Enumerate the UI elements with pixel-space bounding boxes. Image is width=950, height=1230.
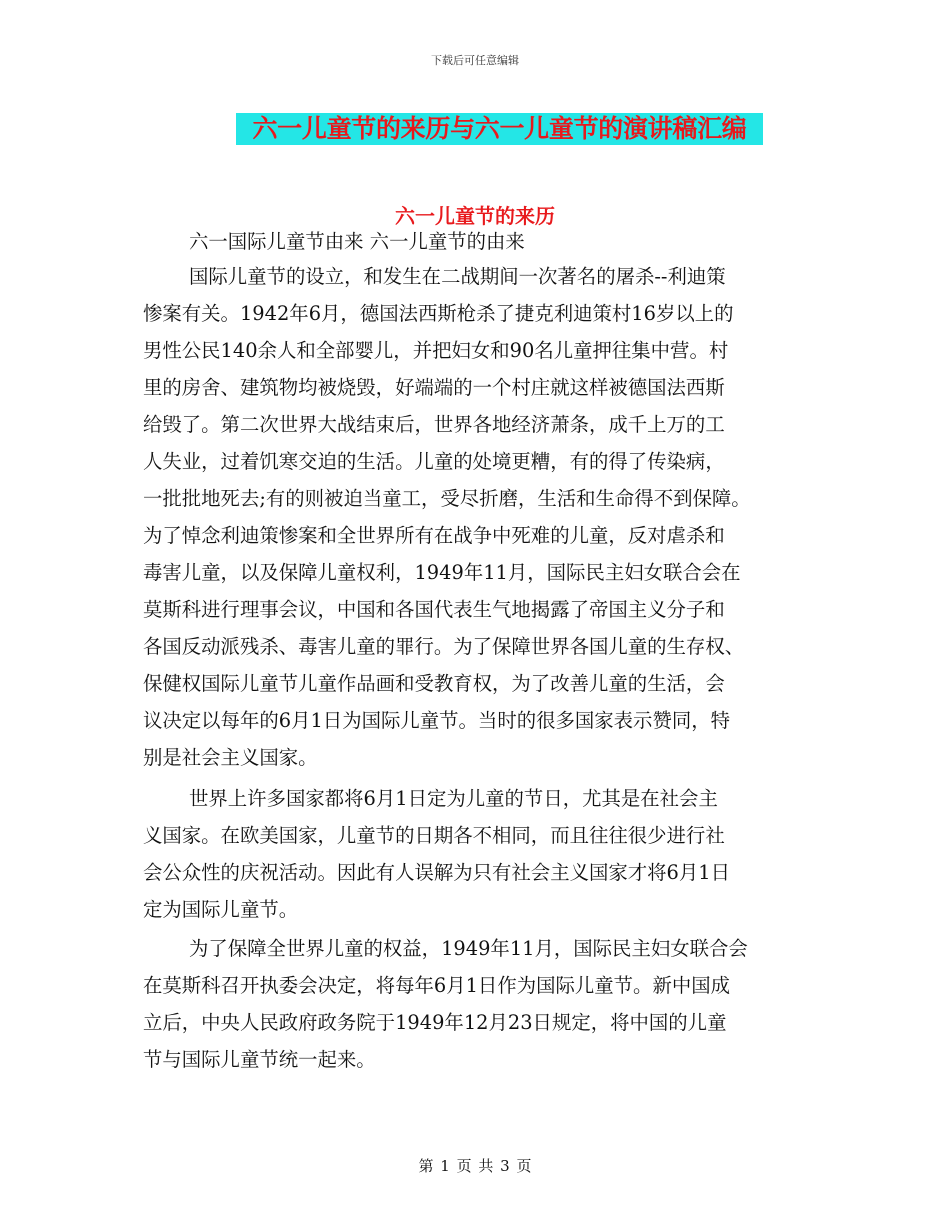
- text-line: 男性公民140余人和全部婴儿，并把妇女和90名儿童押往集中营。村: [143, 339, 729, 362]
- text-line: 节与国际儿童节统一起来。: [143, 1048, 376, 1071]
- section-title: 六一儿童节的来历: [395, 204, 555, 228]
- text-line: 六一国际儿童节由来 六一儿童节的由来: [189, 230, 525, 253]
- text-line: 为了保障全世界儿童的权益，1949年11月，国际民主妇女联合会: [189, 937, 748, 960]
- text-line: 人失业，过着饥寒交迫的生活。儿童的处境更糟，有的得了传染病，: [143, 450, 725, 473]
- text-line: 义国家。在欧美国家，儿童节的日期各不相同，而且往往很少进行社: [143, 824, 725, 847]
- text-line: 给毁了。第二次世界大战结束后，世界各地经济萧条，成千上万的工: [143, 413, 725, 436]
- text-line: 国际儿童节的设立，和发生在二战期间一次著名的屠杀--利迪策: [189, 265, 726, 288]
- text-line: 别是社会主义国家。: [143, 746, 318, 769]
- text-line: 毒害儿童，以及保障儿童权利，1949年11月，国际民主妇女联合会在: [143, 561, 741, 584]
- text-line: 各国反动派残杀、毒害儿童的罪行。为了保障世界各国儿童的生存权、: [143, 635, 745, 658]
- text-line: 立后，中央人民政府政务院于1949年12月23日规定，将中国的儿童: [143, 1011, 727, 1034]
- text-line: 里的房舍、建筑物均被烧毁，好端端的一个村庄就这样被德国法西斯: [143, 376, 725, 399]
- text-line: 为了悼念利迪策惨案和全世界所有在战争中死难的儿童，反对虐杀和: [143, 524, 725, 547]
- header-note: 下载后可任意编辑: [431, 54, 519, 67]
- text-line: 惨案有关。1942年6月，德国法西斯枪杀了捷克利迪策村16岁以上的: [143, 302, 734, 325]
- document-title: 六一儿童节的来历与六一儿童节的演讲稿汇编: [236, 113, 763, 145]
- text-line: 一批批地死去;有的则被迫当童工，受尽折磨，生活和生命得不到保障。: [143, 487, 751, 510]
- text-line: 在莫斯科召开执委会决定，将每年6月1日作为国际儿童节。新中国成: [143, 974, 731, 997]
- text-line: 莫斯科进行理事会议，中国和各国代表生气地揭露了帝国主义分子和: [143, 598, 725, 621]
- text-line: 议决定以每年的6月1日为国际儿童节。当时的很多国家表示赞同，特: [143, 709, 731, 732]
- text-line: 定为国际儿童节。: [143, 898, 299, 921]
- text-line: 会公众性的庆祝活动。因此有人误解为只有社会主义国家才将6月1日: [143, 861, 731, 884]
- text-line: 保健权国际儿童节儿童作品画和受教育权，为了改善儿童的生活，会: [143, 672, 725, 695]
- page-footer: 第 1 页 共 3 页: [418, 1157, 532, 1175]
- text-line: 世界上许多国家都将6月1日定为儿童的节日，尤其是在社会主: [189, 787, 718, 810]
